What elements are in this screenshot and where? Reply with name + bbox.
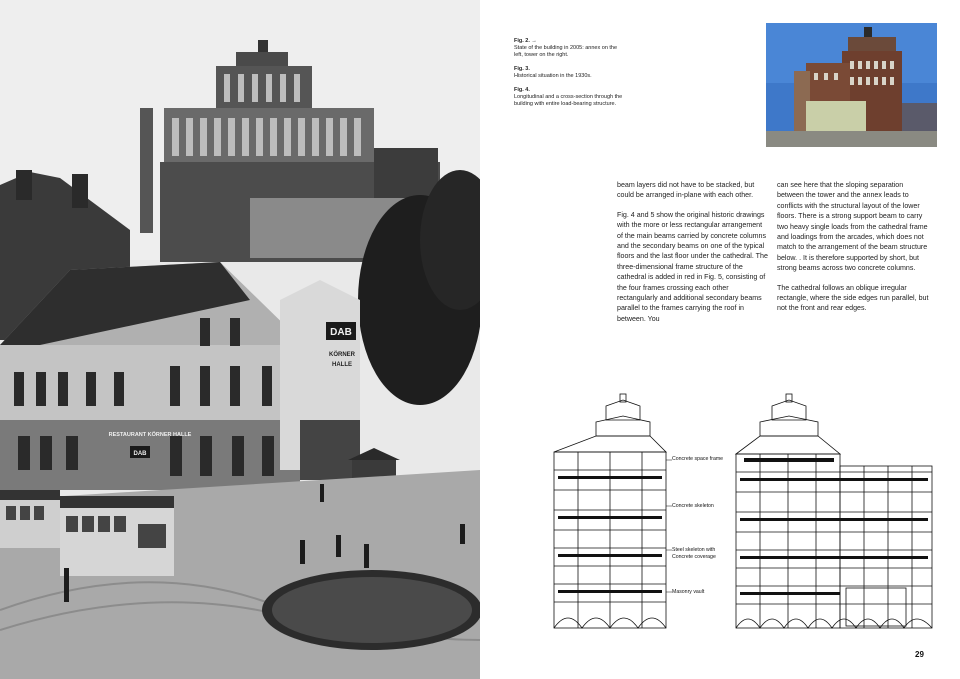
- paragraph: The cathedral follows an oblique irregular rectangle, where the side edges run parallel, but not the front and rear edges.: [777, 283, 929, 313]
- caption-text: Historical situation in the 1930s.: [514, 73, 592, 79]
- caption-fig-4: [514, 87, 624, 108]
- tram-sign: DAB: [133, 451, 147, 457]
- caption-fig-2: [514, 38, 624, 59]
- body-text-column-1: [617, 180, 769, 333]
- restaurant-sign: RESTAURANT KÖRNER HALLE: [108, 432, 192, 438]
- caption-fig-3: [514, 66, 624, 80]
- caption-title: Fig. 3.: [514, 66, 530, 72]
- label-concrete-skeleton: Concrete skeleton: [672, 503, 714, 509]
- label-steel-skeleton: [672, 547, 716, 561]
- label-concrete-space-frame: Concrete space frame: [672, 456, 724, 462]
- caption-title: Fig. 4.: [514, 87, 530, 93]
- page-number: 29: [915, 650, 924, 659]
- building-2005-photo: [766, 23, 937, 147]
- label-line: Concrete coverage: [672, 554, 716, 560]
- caption-text: State of the building in 2005: annex on the left, tower on the right.: [514, 45, 618, 58]
- paragraph: beam layers did not have to be stacked, but could be arranged in-plane with each other.: [617, 181, 755, 200]
- caption-title: Fig. 2. →: [514, 38, 537, 44]
- label-masonry-vault: Masonry vault: [672, 589, 705, 595]
- cross-section-drawing: [548, 392, 672, 632]
- longitudinal-section-drawing: [730, 392, 936, 632]
- koerner-sign: KÖRNER: [328, 352, 356, 358]
- dab-sign: DAB: [330, 327, 352, 338]
- body-text-column-2: [777, 180, 929, 323]
- caption-text: Longitudinal and a cross-section through the building with entire load-bearing structure.: [514, 94, 623, 107]
- paragraph: can see here that the sloping separation between the tower and the annex leads to conflicts with the structural layout of the lower floors. There is a strong support beam to carry two heavy single loads from the cathedral frame and loadings from the arcades, which does not match to the arrangement of the beam structure below. . It is therefore supported by short, but strong beams across two concrete columns.: [777, 181, 928, 273]
- figure-captions: [514, 38, 624, 115]
- paragraph: Fig. 4 and 5 show the original historic drawings with the more or less rectangular arrangement of the main beams carried by concrete columns and the secondary beams on one of the typical floors and the last floor under the cathedral. The three-dimensional frame structure of the cathedral is added in red in Fig. 5, consisting of the four frames crossing each other rectangularly and additional secondary beams parallel to the frames carrying the roof in between. You: [617, 210, 768, 323]
- halle-sign: HALLE: [332, 362, 352, 368]
- label-line: Steel skeleton with: [672, 547, 716, 553]
